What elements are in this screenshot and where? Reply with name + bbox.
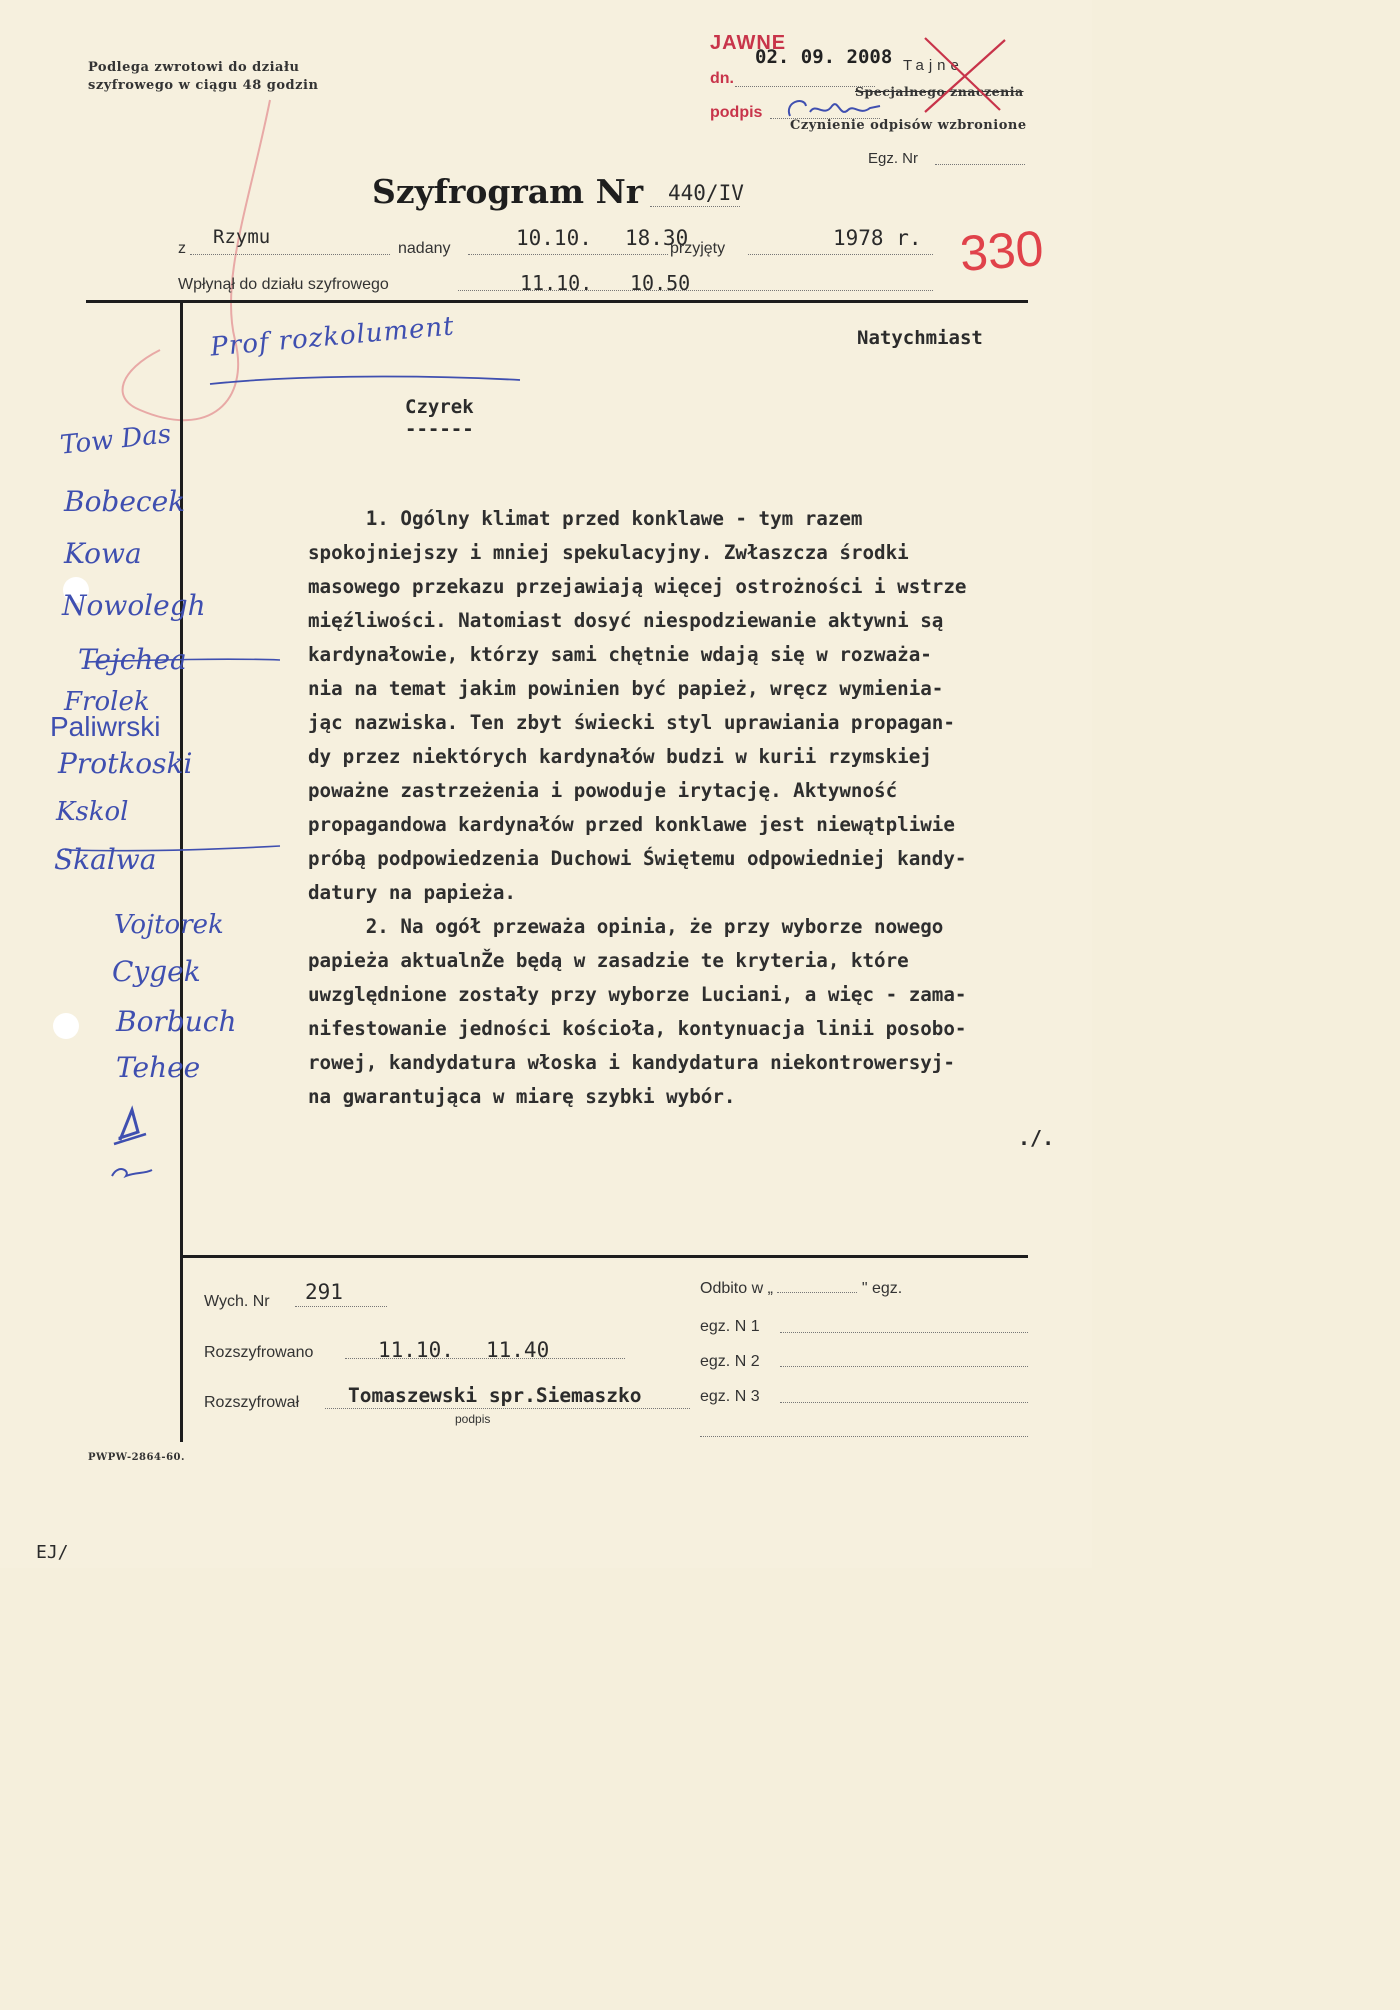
- year-line: [748, 254, 933, 255]
- message-line: jąc nazwiska. Ten zbyt świecki styl uprawiania propagan-: [308, 711, 955, 734]
- return-note-line-2: szyfrowego w ciągu 48 godzin: [88, 78, 319, 93]
- copy-2-label: egz. N 2: [700, 1353, 760, 1370]
- message-line: próbą podpowiedzenia Duchowi Świętemu odpowiedniej kandy-: [308, 847, 967, 870]
- received-cipher-dept-label: Wpłynął do działu szyfrowego: [178, 276, 389, 293]
- distribution-name: Nowolegh: [62, 589, 206, 622]
- sent-time: 18.30: [625, 226, 689, 250]
- printed-copies-label: [700, 1280, 902, 1298]
- priority-label: Natychmiast: [857, 327, 983, 349]
- message-line: spokojniejszy i mniej spekulacyjny. Zwłaszcza środki: [308, 541, 909, 564]
- title-number: 440/IV: [668, 181, 744, 205]
- distribution-name: Vojtorek: [114, 910, 224, 940]
- copy-extra-line: [700, 1436, 1028, 1437]
- handwritten-underline: [205, 370, 525, 390]
- message-line: 2. Na ogół przeważa opinia, że przy wyborze nowego: [308, 915, 944, 938]
- sent-label: nadany: [398, 240, 451, 257]
- distribution-name: Frolek: [64, 687, 150, 717]
- handwritten-note: Prof rozkolument: [209, 311, 456, 363]
- decrypted-label: Rozszyfrowano: [204, 1344, 314, 1361]
- copy-1-label: egz. N 1: [700, 1318, 760, 1335]
- copy-number-line: [935, 164, 1025, 165]
- sender-underline: ------: [405, 418, 474, 440]
- printed-copies-dots: [777, 1292, 857, 1293]
- message-line: uwzględnione zostały przy wyborze Luciani, a więc - zama-: [308, 983, 967, 1006]
- outgoing-number-label: Wych. Nr: [204, 1293, 270, 1310]
- distribution-name: Kowa: [64, 537, 142, 570]
- message-line: kardynałowie, którzy sami chętnie wdają się w rozważa-: [308, 643, 932, 666]
- classification-tajne: Tajne: [903, 57, 964, 74]
- margin-number: 330: [958, 220, 1046, 282]
- distribution-name: Paliwrski: [50, 711, 161, 742]
- copy-3-label: egz. N 3: [700, 1388, 760, 1405]
- typist-initials: EJ/: [36, 1542, 69, 1563]
- distribution-name: Protkoski: [58, 747, 193, 780]
- decrypted-by-label: Rozszyfrował: [204, 1394, 300, 1411]
- year-value: 1978 r.: [833, 226, 922, 250]
- title-number-line: [650, 206, 740, 207]
- outgoing-number-value: 291: [305, 1280, 343, 1304]
- copy-number-label: Egz. Nr: [868, 150, 919, 167]
- end-mark: ./.: [1018, 1126, 1055, 1150]
- stamp-date: 02. 09. 2008: [755, 46, 893, 68]
- distribution-name: Cygek: [112, 955, 201, 988]
- copy-1-line: [780, 1332, 1028, 1333]
- distribution-name: Tow Das: [58, 419, 173, 461]
- printed-copies-prefix: Odbito w „: [700, 1280, 773, 1297]
- copy-forbidden-note: Czynienie odpisów wzbronione: [790, 118, 1027, 133]
- message-line: nifestowanie jedności kościoła, kontynuacja linii posobo-: [308, 1017, 967, 1040]
- message-line: na gwarantująca w miarę szybki wybór.: [308, 1085, 736, 1108]
- message-line: papieża aktualnŽe będą w zasadzie te kryteria, które: [308, 949, 909, 972]
- from-label: z: [178, 240, 186, 257]
- distribution-name: Bobecek: [64, 485, 186, 518]
- message-line: rowej, kandydatura włoska i kandydatura niekontrowersyj-: [308, 1051, 955, 1074]
- distribution-name: Tejchea: [78, 643, 187, 676]
- title-label: Szyfrogram Nr: [372, 172, 644, 211]
- message-line: mięźliwości. Natomiast dosyć niespodziewanie aktywni są: [308, 609, 944, 632]
- decrypted-time: 11.40: [486, 1338, 550, 1362]
- signature-caption: podpis: [455, 1412, 491, 1426]
- return-note-line-1: Podlega zwrotowi do działu: [88, 60, 300, 75]
- received-line: [458, 290, 933, 291]
- sent-line: [468, 254, 668, 255]
- message-line: poważne zastrzeżenia i powoduje irytację. Aktywność: [308, 779, 898, 802]
- message-body: [308, 507, 1092, 1119]
- sent-date: 10.10.: [516, 226, 592, 250]
- decrypted-by-value: Tomaszewski spr.Siemaszko: [348, 1384, 642, 1407]
- message-line: datury na papieża.: [308, 881, 516, 904]
- stamp-dn-line: [735, 86, 875, 87]
- footer-rule: [182, 1255, 1028, 1258]
- copy-3-line: [780, 1402, 1028, 1403]
- handwritten-check-mark: [100, 1100, 160, 1190]
- from-line: [190, 254, 390, 255]
- document-title: [372, 172, 643, 211]
- received-label-przyjety: przyjęty: [670, 240, 726, 257]
- punch-hole-bottom: [53, 1013, 79, 1039]
- stamp-podpis: podpis: [710, 104, 763, 121]
- distribution-name: Skalwa: [54, 843, 157, 876]
- form-code: PWPW-2864-60.: [88, 1452, 185, 1463]
- printed-copies-suffix: " egz.: [861, 1280, 903, 1297]
- sender-name: Czyrek: [405, 396, 474, 418]
- outgoing-number-line: [295, 1306, 387, 1307]
- distribution-name: Kskol: [56, 797, 129, 827]
- decrypted-by-line: [325, 1408, 690, 1409]
- top-rule: [86, 300, 1028, 303]
- received-date: 11.10.: [520, 271, 593, 295]
- stamp-dn: dn.: [710, 70, 734, 87]
- message-line: propagandowa kardynałów przed konklawe jest niewątpliwie: [308, 813, 955, 836]
- message-line: 1. Ogólny klimat przed konklawe - tym razem: [308, 507, 863, 530]
- red-cross-mark: [905, 30, 1015, 120]
- distribution-name: Tehee: [116, 1051, 201, 1084]
- decrypted-date: 11.10.: [378, 1338, 454, 1362]
- classification-special: Specjalnego znaczenia: [855, 84, 1024, 99]
- stamp-jawne: JAWNE: [710, 32, 787, 54]
- decrypted-line: [345, 1358, 625, 1359]
- message-line: masowego przekazu przejawiają więcej ostrożności i wstrze: [308, 575, 967, 598]
- received-time: 10.50: [630, 271, 691, 295]
- message-line: nia na temat jakim powinien być papież, wręcz wymienia-: [308, 677, 944, 700]
- message-line: dy przez niektórych kardynałów budzi w kurii rzymskiej: [308, 745, 932, 768]
- from-value: Rzymu: [213, 226, 271, 248]
- distribution-name: Borbuch: [116, 1005, 237, 1038]
- handwritten-underlines: [55, 500, 295, 940]
- copy-2-line: [780, 1366, 1028, 1367]
